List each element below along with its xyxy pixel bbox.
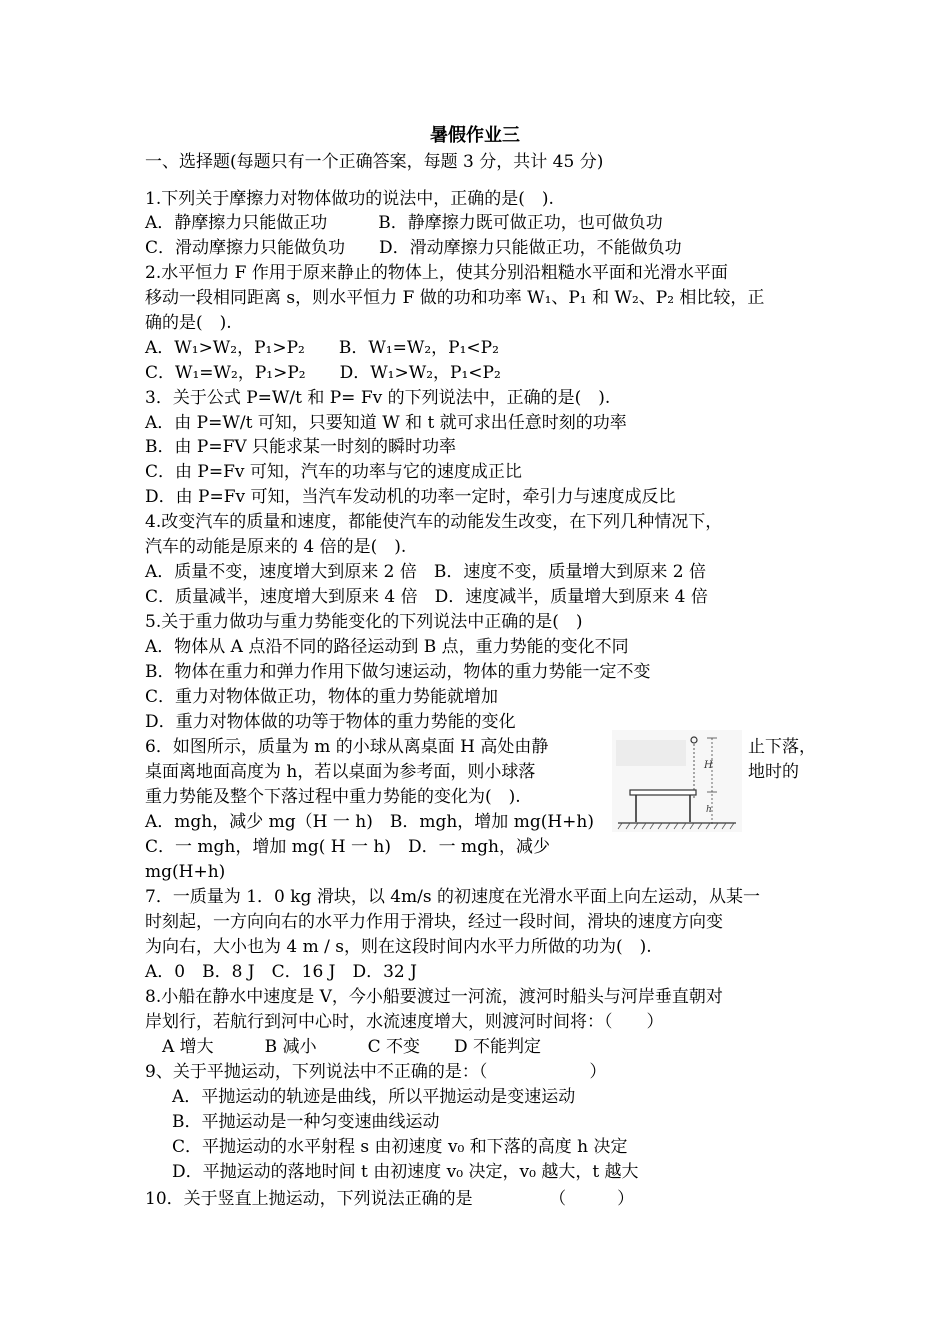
falling-ball-figure xyxy=(612,730,742,832)
text-line: 4.改变汽车的质量和速度，都能使汽车的动能发生改变，在下列几种情况下， xyxy=(145,512,723,532)
q6-options-cd: C．一 mgh，增加 mg( H 一 h) D．一 mgh，减少 xyxy=(145,837,551,857)
q6-line3: 重力势能及整个下落过程中重力势能的变化为( ). xyxy=(145,787,521,807)
text-line: A 增大 B 减小 C 不变 D 不能判定 xyxy=(145,1037,542,1057)
text-line: C．质量减半，速度增大到原来 4 倍 D．速度减半，质量增大到原来 4 倍 xyxy=(145,587,708,607)
q9-option: B．平抛运动是一种匀变速曲线运动 xyxy=(172,1112,440,1132)
q6-options-cont: mg(H+h) xyxy=(145,862,226,882)
text-line: D．由 P=Fv 可知，当汽车发动机的功率一定时，牵引力与速度成反比 xyxy=(145,487,676,507)
text-line: B．由 P=FV 只能求某一时刻的瞬时功率 xyxy=(145,437,457,457)
q6-line1-end: 止下落， xyxy=(748,737,816,757)
text-line: D．重力对物体做的功等于物体的重力势能的变化 xyxy=(145,712,516,732)
text-line: 3．关于公式 P=W/t 和 P= Fv 的下列说法中，正确的是( ). xyxy=(145,388,611,408)
table-top xyxy=(630,790,696,795)
q9-option: A．平抛运动的轨迹是曲线，所以平抛运动是变速运动 xyxy=(172,1087,576,1107)
text-line: A．质量不变，速度增大到原来 2 倍 B．速度不变，质量增大到原来 2 倍 xyxy=(145,562,707,582)
q9-option: C．平抛运动的水平射程 s 由初速度 v₀ 和下落的高度 h 决定 xyxy=(172,1137,628,1157)
text-line: A．静摩擦力只能做正功 B．静摩擦力既可做正功，也可做负功 xyxy=(145,213,663,233)
text-line: 5.关于重力做功与重力势能变化的下列说法中正确的是( ) xyxy=(145,612,583,632)
text-line: B．物体在重力和弹力作用下做匀速运动，物体的重力势能一定不变 xyxy=(145,662,651,682)
text-line: 10．关于竖直上抛运动，下列说法正确的是 （ ） xyxy=(145,1189,635,1209)
q6-options-ab: A．mgh，减少 mg（H 一 h) B．mgh，增加 mg(H+h) xyxy=(145,812,594,832)
q6-line2-end: 地时的 xyxy=(748,762,799,782)
text-line: 9、关于平抛运动，下列说法中不正确的是：（ ） xyxy=(145,1062,607,1082)
label-H: H xyxy=(704,760,713,771)
text-line: 1.下列关于摩擦力对物体做功的说法中，正确的是( ). xyxy=(145,189,554,209)
text-line: A．0 B．8 J C．16 J D．32 J xyxy=(145,962,417,982)
text-line: 7．一质量为 1．0 kg 滑块，以 4m/s 的初速度在光滑水平面上向左运动，从某一 xyxy=(145,887,761,907)
text-line: C．滑动摩擦力只能做负功 D．滑动摩擦力只能做正功，不能做负功 xyxy=(145,238,682,258)
text-line: 汽车的动能是原来的 4 倍的是( ). xyxy=(145,537,407,557)
text-line: C．重力对物体做正功，物体的重力势能就增加 xyxy=(145,687,499,707)
label-h: h xyxy=(706,805,712,815)
q6-line2: 桌面离地面高度为 h，若以桌面为参考面，则小球落 xyxy=(145,762,536,782)
q9-option: D．平抛运动的落地时间 t 由初速度 v₀ 决定，v₀ 越大，t 越大 xyxy=(172,1162,639,1182)
section-heading: 一、选择题(每题只有一个正确答案，每题 3 分，共计 45 分) xyxy=(145,152,604,172)
text-line: 确的是( ). xyxy=(145,313,232,333)
text-line: 岸划行，若航行到河中心时，水流速度增大，则渡河时间将：（ ） xyxy=(145,1012,664,1032)
text-line: 2.水平恒力 F 作用于原来静止的物体上，使其分别沿粗糙水平面和光滑水平面 xyxy=(145,263,728,283)
text-line: C．W₁=W₂，P₁>P₂ D．W₁>W₂，P₁<P₂ xyxy=(145,363,501,383)
text-line: 移动一段相同距离 s，则水平恒力 F 做的功和功率 W₁、P₁ 和 W₂、P₂ 相比较，正 xyxy=(145,288,765,308)
text-line: 8.小船在静水中速度是 V，今小船要渡过一河流，渡河时船头与河岸垂直朝对 xyxy=(145,987,723,1007)
text-line: 时刻起，一方向向右的水平力作用于滑块，经过一段时间，滑块的速度方向变 xyxy=(145,912,723,932)
text-line: A．W₁>W₂，P₁>P₂ B．W₁=W₂，P₁<P₂ xyxy=(145,338,499,358)
text-line: A．物体从 A 点沿不同的路径运动到 B 点，重力势能的变化不同 xyxy=(145,637,629,657)
text-line: C．由 P=Fv 可知，汽车的功率与它的速度成正比 xyxy=(145,462,522,482)
text-line: 为向右，大小也为 4 m / s，则在这段时间内水平力所做的功为( ). xyxy=(145,937,652,957)
page-title: 暑假作业三 xyxy=(430,125,520,146)
q6-line1: 6．如图所示，质量为 m 的小球从离桌面 H 高处由静 xyxy=(145,737,549,757)
text-line: A．由 P=W/t 可知，只要知道 W 和 t 就可求出任意时刻的功率 xyxy=(145,413,627,433)
